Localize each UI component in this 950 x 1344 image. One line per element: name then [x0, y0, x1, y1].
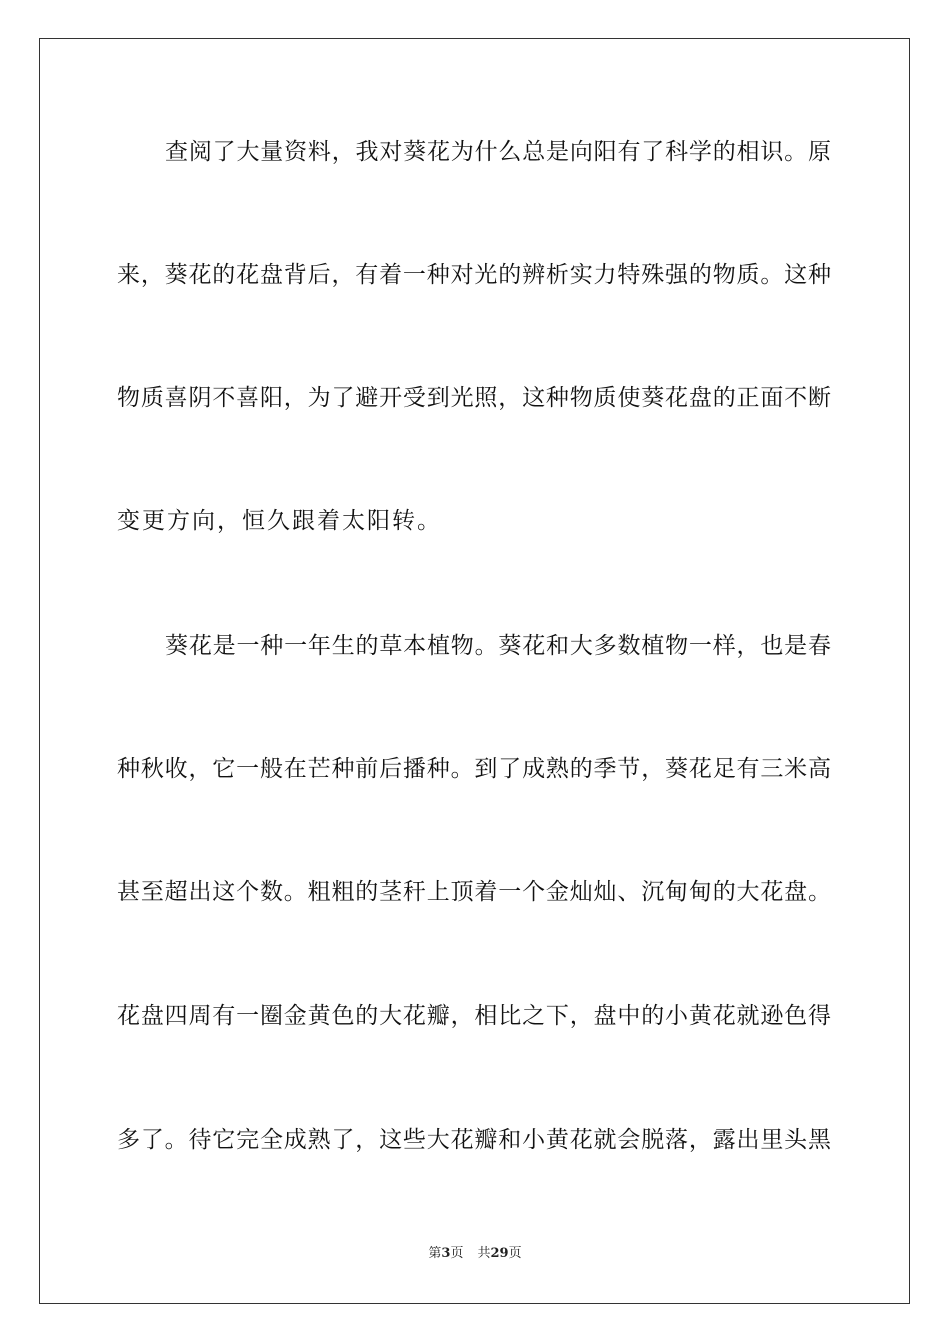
paragraph-2-line-1: 葵花是一种一年生的草本植物。葵花和大多数植物一样，也是春: [165, 633, 831, 659]
page-border: [39, 38, 910, 1304]
paragraph-2-line-3: 甚至超出这个数。粗粗的茎秆上顶着一个金灿灿、沉甸甸的大花盘。: [117, 879, 831, 905]
total-suffix: 页: [508, 1246, 522, 1261]
paragraph-2-line-2: 种秋收，它一般在芒种前后播种。到了成熟的季节，葵花足有三米高: [117, 756, 831, 782]
total-prefix: 共: [477, 1246, 491, 1261]
page-footer: [0, 1245, 950, 1263]
paragraph-2-line-5: 多了。待它完全成熟了，这些大花瓣和小黄花就会脱落，露出里头黑: [117, 1127, 831, 1153]
total-pages: 29: [490, 1246, 509, 1261]
paragraph-1-line-1: 查阅了大量资料，我对葵花为什么总是向阳有了科学的相识。原: [165, 139, 831, 165]
paragraph-2-line-4: 花盘四周有一圈金黄色的大花瓣，相比之下，盘中的小黄花就逊色得: [117, 1003, 831, 1029]
page-prefix: 第: [428, 1246, 442, 1261]
page-number: 3: [441, 1246, 451, 1261]
paragraph-1-line-2: 来，葵花的花盘背后，有着一种对光的辨析实力特殊强的物质。这种: [117, 262, 831, 288]
paragraph-1-line-4: 变更方向，恒久跟着太阳转。: [117, 508, 442, 534]
page-suffix: 页: [450, 1246, 464, 1261]
paragraph-1-line-3: 物质喜阴不喜阳，为了避开受到光照，这种物质使葵花盘的正面不断: [117, 385, 831, 411]
